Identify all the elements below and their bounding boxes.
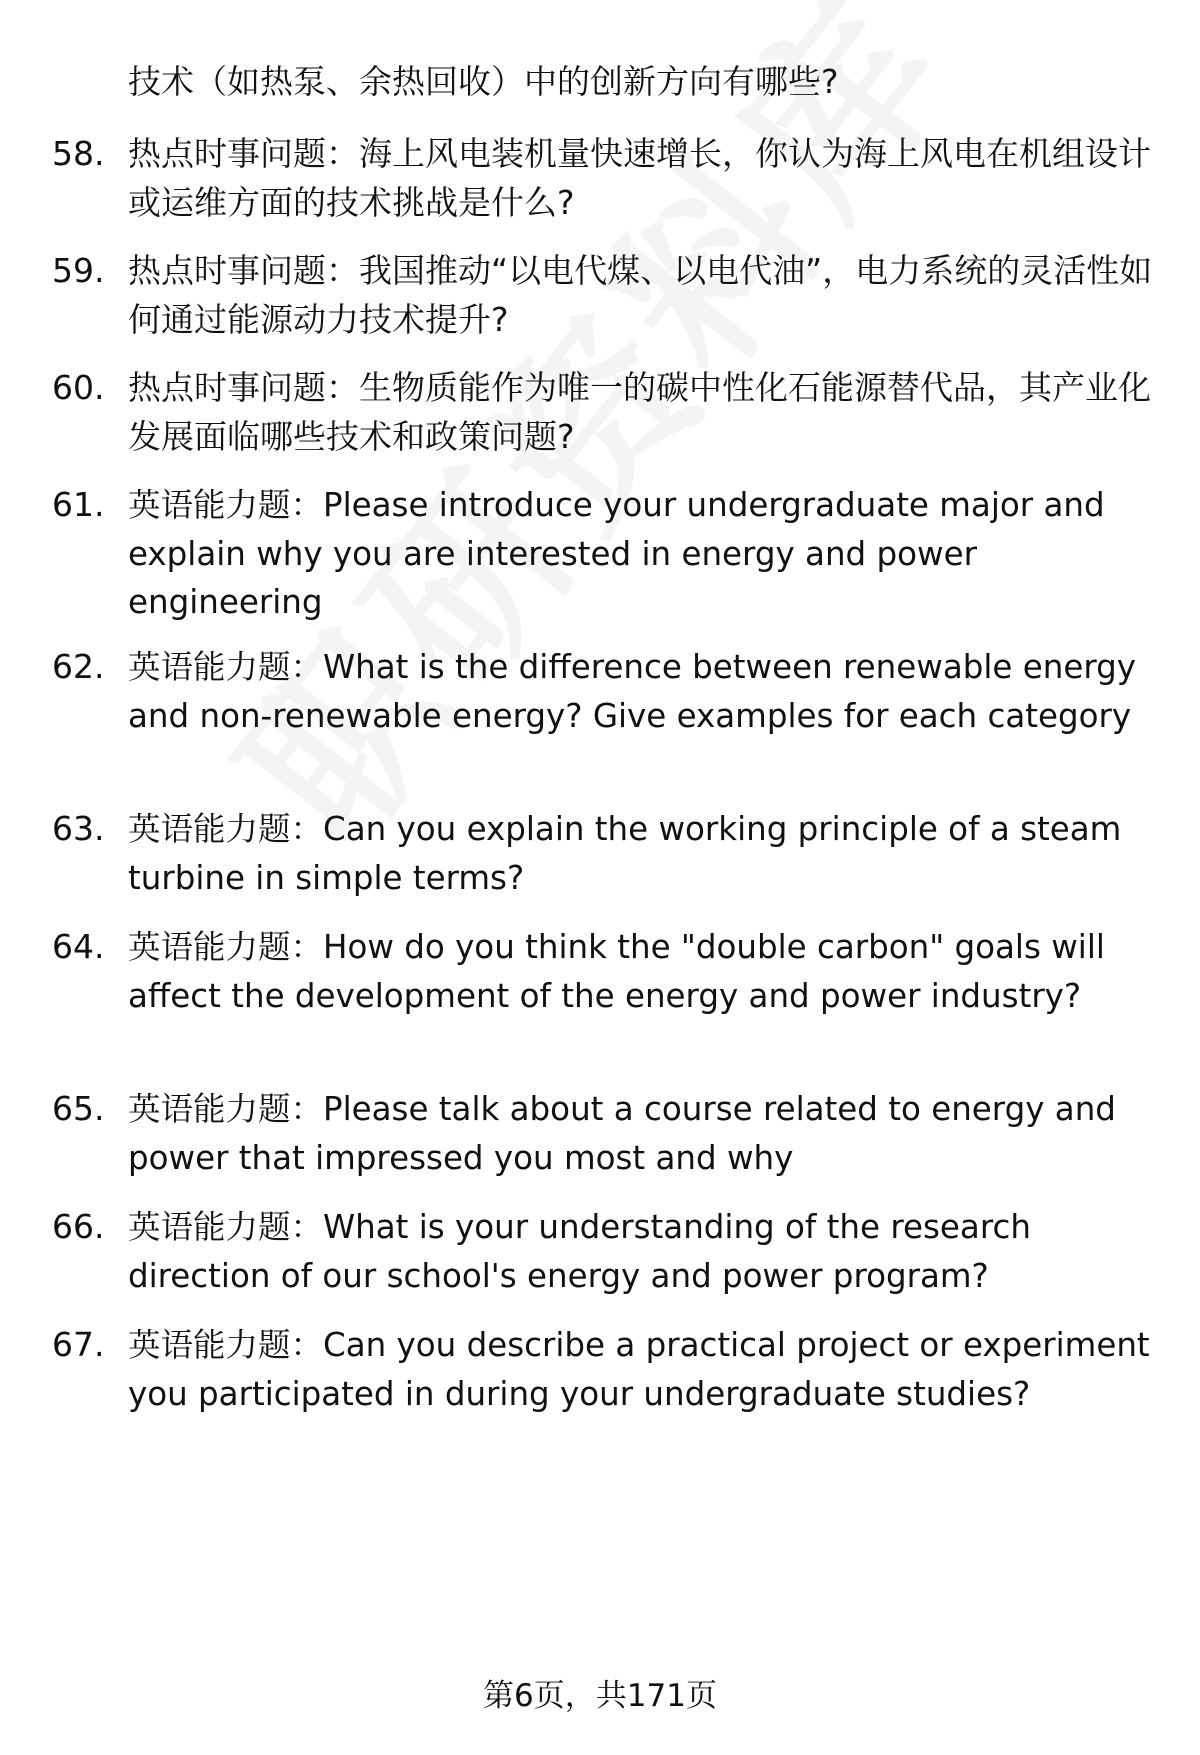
question-number: 58. <box>52 134 105 173</box>
question-number: 66. <box>52 1207 105 1246</box>
question-number: 64. <box>52 927 105 966</box>
question-text: 英语能力题：Can you explain the working principle of a steam turbine in simple terms? <box>128 810 1122 897</box>
question-number: 60. <box>52 368 105 407</box>
question-number: 67. <box>52 1325 105 1364</box>
question-number: 62. <box>52 647 105 686</box>
question-number: 63. <box>52 809 105 848</box>
continuation-text: 技术（如热泵、余热回收）中的创新方向有哪些? <box>128 62 839 101</box>
question-text: 英语能力题：Please talk about a course related to energy and power that impressed you most and why <box>128 1090 1116 1177</box>
question-text: 英语能力题：Please introduce your undergraduate major and explain why you are interested in energy and power engineering <box>128 486 1105 621</box>
question-number: 61. <box>52 485 105 524</box>
question-text: 英语能力题：What is your understanding of the research direction of our school's energy and power program? <box>128 1208 1031 1295</box>
question-text: 英语能力题：What is the difference between renewable energy and non-renewable energy? Give examples for each category <box>128 648 1136 735</box>
question-text: 英语能力题：Can you describe a practical project or experiment you participated in during your undergraduate studies? <box>128 1326 1150 1413</box>
page-footer: 第6页，共171页 <box>483 1678 717 1714</box>
question-text: 英语能力题：How do you think the "double carbon" goals will affect the development of the energy and power industry? <box>128 928 1105 1015</box>
question-text: 热点时事问题：我国推动“以电代煤、以电代油”，电力系统的灵活性如何通过能源动力技术提升? <box>128 251 1153 339</box>
question-number: 65. <box>52 1089 105 1128</box>
question-number: 59. <box>52 251 105 290</box>
question-text: 热点时事问题：海上风电装机量快速增长，你认为海上风电在机组设计或运维方面的技术挑战是什么? <box>128 134 1151 222</box>
question-text: 热点时事问题：生物质能作为唯一的碳中性化石能源替代品，其产业化发展面临哪些技术和政策问题? <box>128 368 1151 456</box>
